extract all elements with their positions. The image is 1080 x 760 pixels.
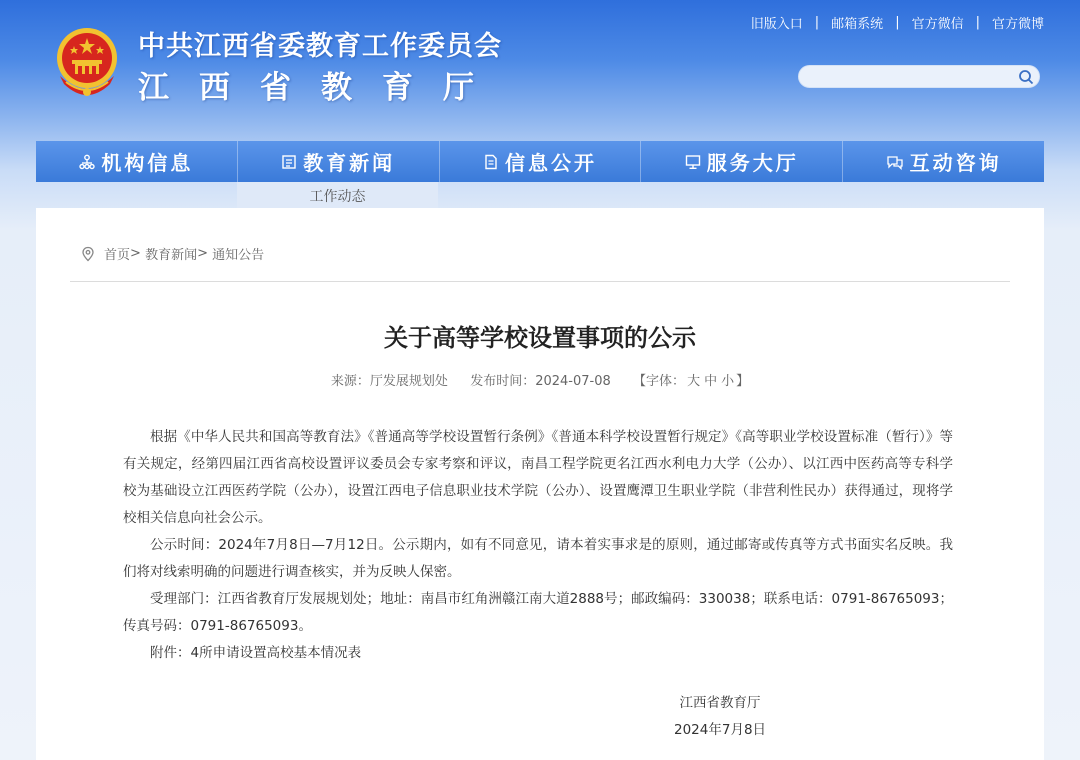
font-size-medium[interactable]: 中 — [704, 374, 718, 389]
divider — [70, 281, 1010, 282]
search-input[interactable] — [809, 68, 1009, 86]
nav-label: 机构信息 — [101, 151, 194, 175]
article-meta — [36, 370, 1044, 389]
nav-label: 教育新闻 — [303, 151, 396, 175]
news-icon — [281, 154, 297, 170]
monitor-icon — [685, 154, 701, 170]
link-separator: | — [895, 15, 900, 30]
document-icon — [483, 154, 499, 170]
mail-system-link[interactable]: 邮箱系统 — [831, 17, 884, 32]
paragraph: 公示时间：2024年7月8日—7月12日。公示期内，如有不同意见，请本着实事求是的原则，通过邮寄或传真等方式书面实名反映。我们将对线索明确的问题进行调查核实，并为反映人保密。 — [123, 537, 953, 580]
nav-label: 信息公开 — [504, 151, 597, 175]
nav-label: 互动咨询 — [909, 151, 1002, 175]
nav-label: 服务大厅 — [706, 151, 799, 175]
source-label: 来源： — [330, 374, 370, 389]
breadcrumb-notices[interactable]: 通知公告 — [212, 248, 265, 263]
nav-item-info-disclosure[interactable] — [440, 141, 642, 182]
signature-date: 2024年7月8日 — [674, 722, 767, 738]
breadcrumb-home[interactable]: 首页 — [104, 248, 131, 263]
nav-item-org-info[interactable] — [36, 141, 238, 182]
date-value: 2024-07-08 — [535, 374, 611, 389]
search-box — [798, 65, 1040, 88]
chat-icon — [886, 154, 904, 170]
breadcrumb-edu-news[interactable]: 教育新闻 — [145, 248, 198, 263]
font-size-small[interactable]: 小 — [721, 374, 735, 389]
site-title-party: 中共江西省委教育工作委员会 — [138, 31, 502, 62]
font-size-close: 】 — [736, 374, 750, 389]
date-label: 发布时间： — [470, 374, 536, 389]
article-body — [123, 424, 953, 667]
paragraph: 根据《中华人民共和国高等教育法》《普通高等学校设置暂行条例》《普通本科学校设置暂行规定》《高等职业学校设置标准（暂行）》等有关规定，经第四届江西省高校设置评议委员会专家考察和评议，南昌工程学院更名江西水利电力大学（公办）、以江西中医药高等专科学校为基础设立江西医药学院（公办），设置江西电子信息职业技术学院（公办）、设置鹰潭卫生职业学院（非营利性民办）获得通过，现将学校相关信息向社会公示。 — [123, 429, 953, 526]
location-pin-icon — [80, 246, 96, 262]
content-panel — [36, 208, 1044, 760]
breadcrumb-sep: > — [130, 246, 141, 261]
org-icon — [79, 154, 95, 170]
search-icon[interactable] — [1018, 69, 1034, 85]
nav-item-service-hall[interactable] — [641, 141, 843, 182]
official-weibo-link[interactable]: 官方微博 — [991, 17, 1044, 32]
national-emblem-icon — [52, 24, 122, 102]
paragraph: 受理部门：江西省教育厅发展规划处；地址：南昌市红角洲赣江南大道2888号；邮政编码：330038；联系电话：0791-86765093；传真号码：0791-86765093。 — [123, 591, 953, 634]
signature-org: 江西省教育厅 — [679, 695, 761, 711]
old-version-link[interactable]: 旧版入口 — [750, 17, 803, 32]
signature — [674, 690, 766, 744]
breadcrumb — [80, 244, 264, 263]
link-separator: | — [814, 15, 820, 30]
font-size-open: 【字体： — [633, 374, 686, 389]
subnav-work-updates[interactable]: 工作动态 — [237, 182, 438, 209]
nav-item-interactive-consult[interactable] — [843, 141, 1044, 182]
font-size-large[interactable]: 大 — [687, 374, 701, 389]
official-wechat-link[interactable]: 官方微信 — [911, 17, 964, 32]
top-links — [751, 13, 1044, 32]
attachment-line[interactable]: 附件：4所申请设置高校基本情况表 — [150, 645, 362, 661]
site-title-main: 江西省教育厅 — [138, 70, 504, 106]
nav-item-edu-news[interactable] — [238, 141, 440, 182]
breadcrumb-sep: > — [197, 246, 208, 261]
main-nav — [36, 141, 1044, 182]
source-value: 厅发展规划处 — [369, 374, 448, 389]
link-separator: | — [975, 15, 980, 30]
article-title: 关于高等学校设置事项的公示 — [384, 324, 696, 352]
